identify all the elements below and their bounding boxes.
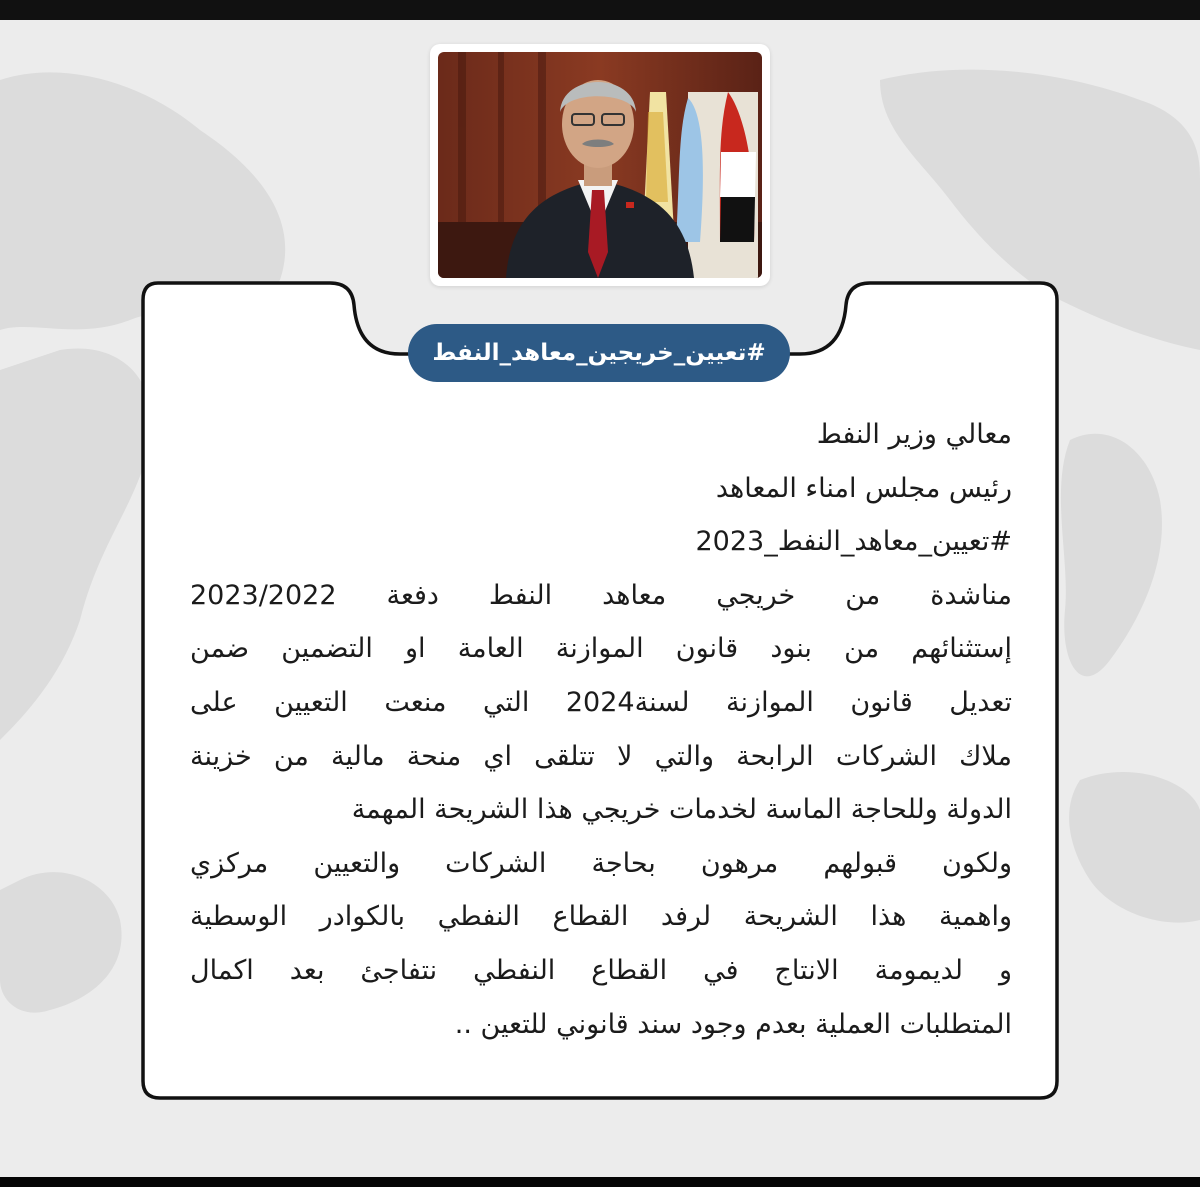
body-line: إستثنائهم من بنود قانون الموازنة العامة او التضمين ضمن: [190, 633, 1012, 665]
body-line: و لديمومة الانتاج في القطاع النفطي نتفاجئ بعد اكمال: [190, 954, 1012, 986]
body-line: ملاك الشركات الرابحة والتي لا تتلقى اي منحة مالية من خزينة: [190, 740, 1012, 772]
body-line: مناشدة من خريجي معاهد النفط دفعة 2023/2022: [190, 579, 1012, 611]
body-line: الدولة وللحاجة الماسة لخدمات خريجي هذا الشريحة المهمة: [351, 794, 1012, 826]
letter-body: [190, 408, 1012, 1051]
addressee-line: رئيس مجلس امناء المعاهد: [715, 472, 1012, 504]
tag-line: #تعيين_معاهد_النفط_2023: [695, 526, 1012, 558]
body-line: ولكون قبولهم مرهون بحاجة الشركات والتعيين مركزي: [190, 847, 1012, 879]
hashtag-badge: #تعيين_خريجين_معاهد_النفط: [408, 324, 790, 382]
salutation-line: معالي وزير النفط: [816, 419, 1012, 450]
bottom-bar: [0, 1177, 1200, 1187]
body-line: المتطلبات العملية بعدم وجود سند قانوني للتعين ..: [454, 1008, 1012, 1040]
body-line: واهمية هذا الشريحة لرفد القطاع النفطي بالكوادر الوسطية: [190, 901, 1012, 933]
body-line: تعديل قانون الموازنة لسنة2024 التي منعت التعيين على: [190, 686, 1012, 718]
